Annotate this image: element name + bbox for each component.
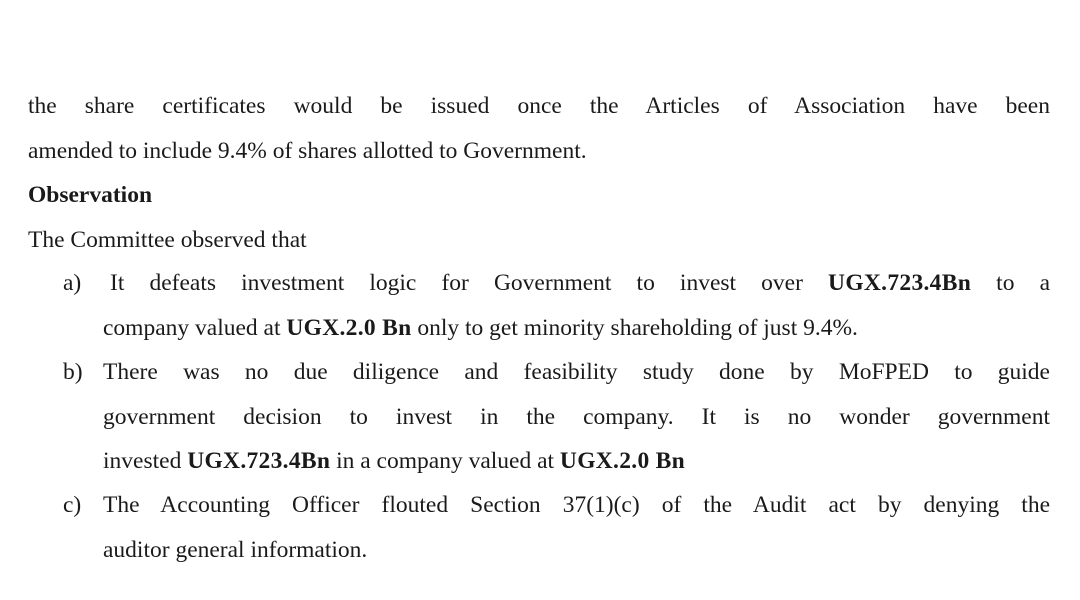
- section-heading: Observation: [28, 182, 153, 208]
- intro-line-1: the share certificates would be issued once the Articles of Association have been: [28, 93, 1050, 119]
- text-run: It defeats investment logic for Government to invest over: [110, 270, 829, 296]
- amount-valuation: UGX.2.0 Bn: [286, 315, 412, 341]
- text-run: to a: [971, 270, 1050, 296]
- lead-sentence: The Committee observed that: [28, 227, 307, 253]
- text-run: company valued at: [103, 315, 287, 341]
- text-run: in a company valued at: [330, 448, 560, 474]
- text-run: only to get minority shareholding of just 9.4%.: [411, 315, 858, 341]
- amount-investment: UGX.723.4Bn: [828, 270, 972, 296]
- intro-line-2: amended to include 9.4% of shares allotted to Government.: [28, 138, 587, 164]
- list-item-a-line-2: [103, 317, 858, 341]
- list-item-b-line-3: [103, 450, 685, 474]
- list-item-b-line-1: There was no due diligence and feasibility study done by MoFPED to guide: [103, 359, 1050, 385]
- text-run: invested: [103, 448, 188, 474]
- amount-investment: UGX.723.4Bn: [187, 448, 331, 474]
- list-marker-a: a): [63, 270, 82, 296]
- amount-valuation: UGX.2.0 Bn: [559, 448, 686, 474]
- list-marker-b: b): [63, 359, 83, 385]
- list-item-c-line-2: auditor general information.: [103, 537, 368, 563]
- list-item-a-line-1: [110, 272, 1050, 296]
- list-item-c-line-1: The Accounting Officer flouted Section 37(1)(c) of the Audit act by denying the: [103, 492, 1050, 518]
- list-item-b-line-2: government decision to invest in the company. It is no wonder government: [103, 404, 1050, 430]
- list-marker-c: c): [63, 492, 82, 518]
